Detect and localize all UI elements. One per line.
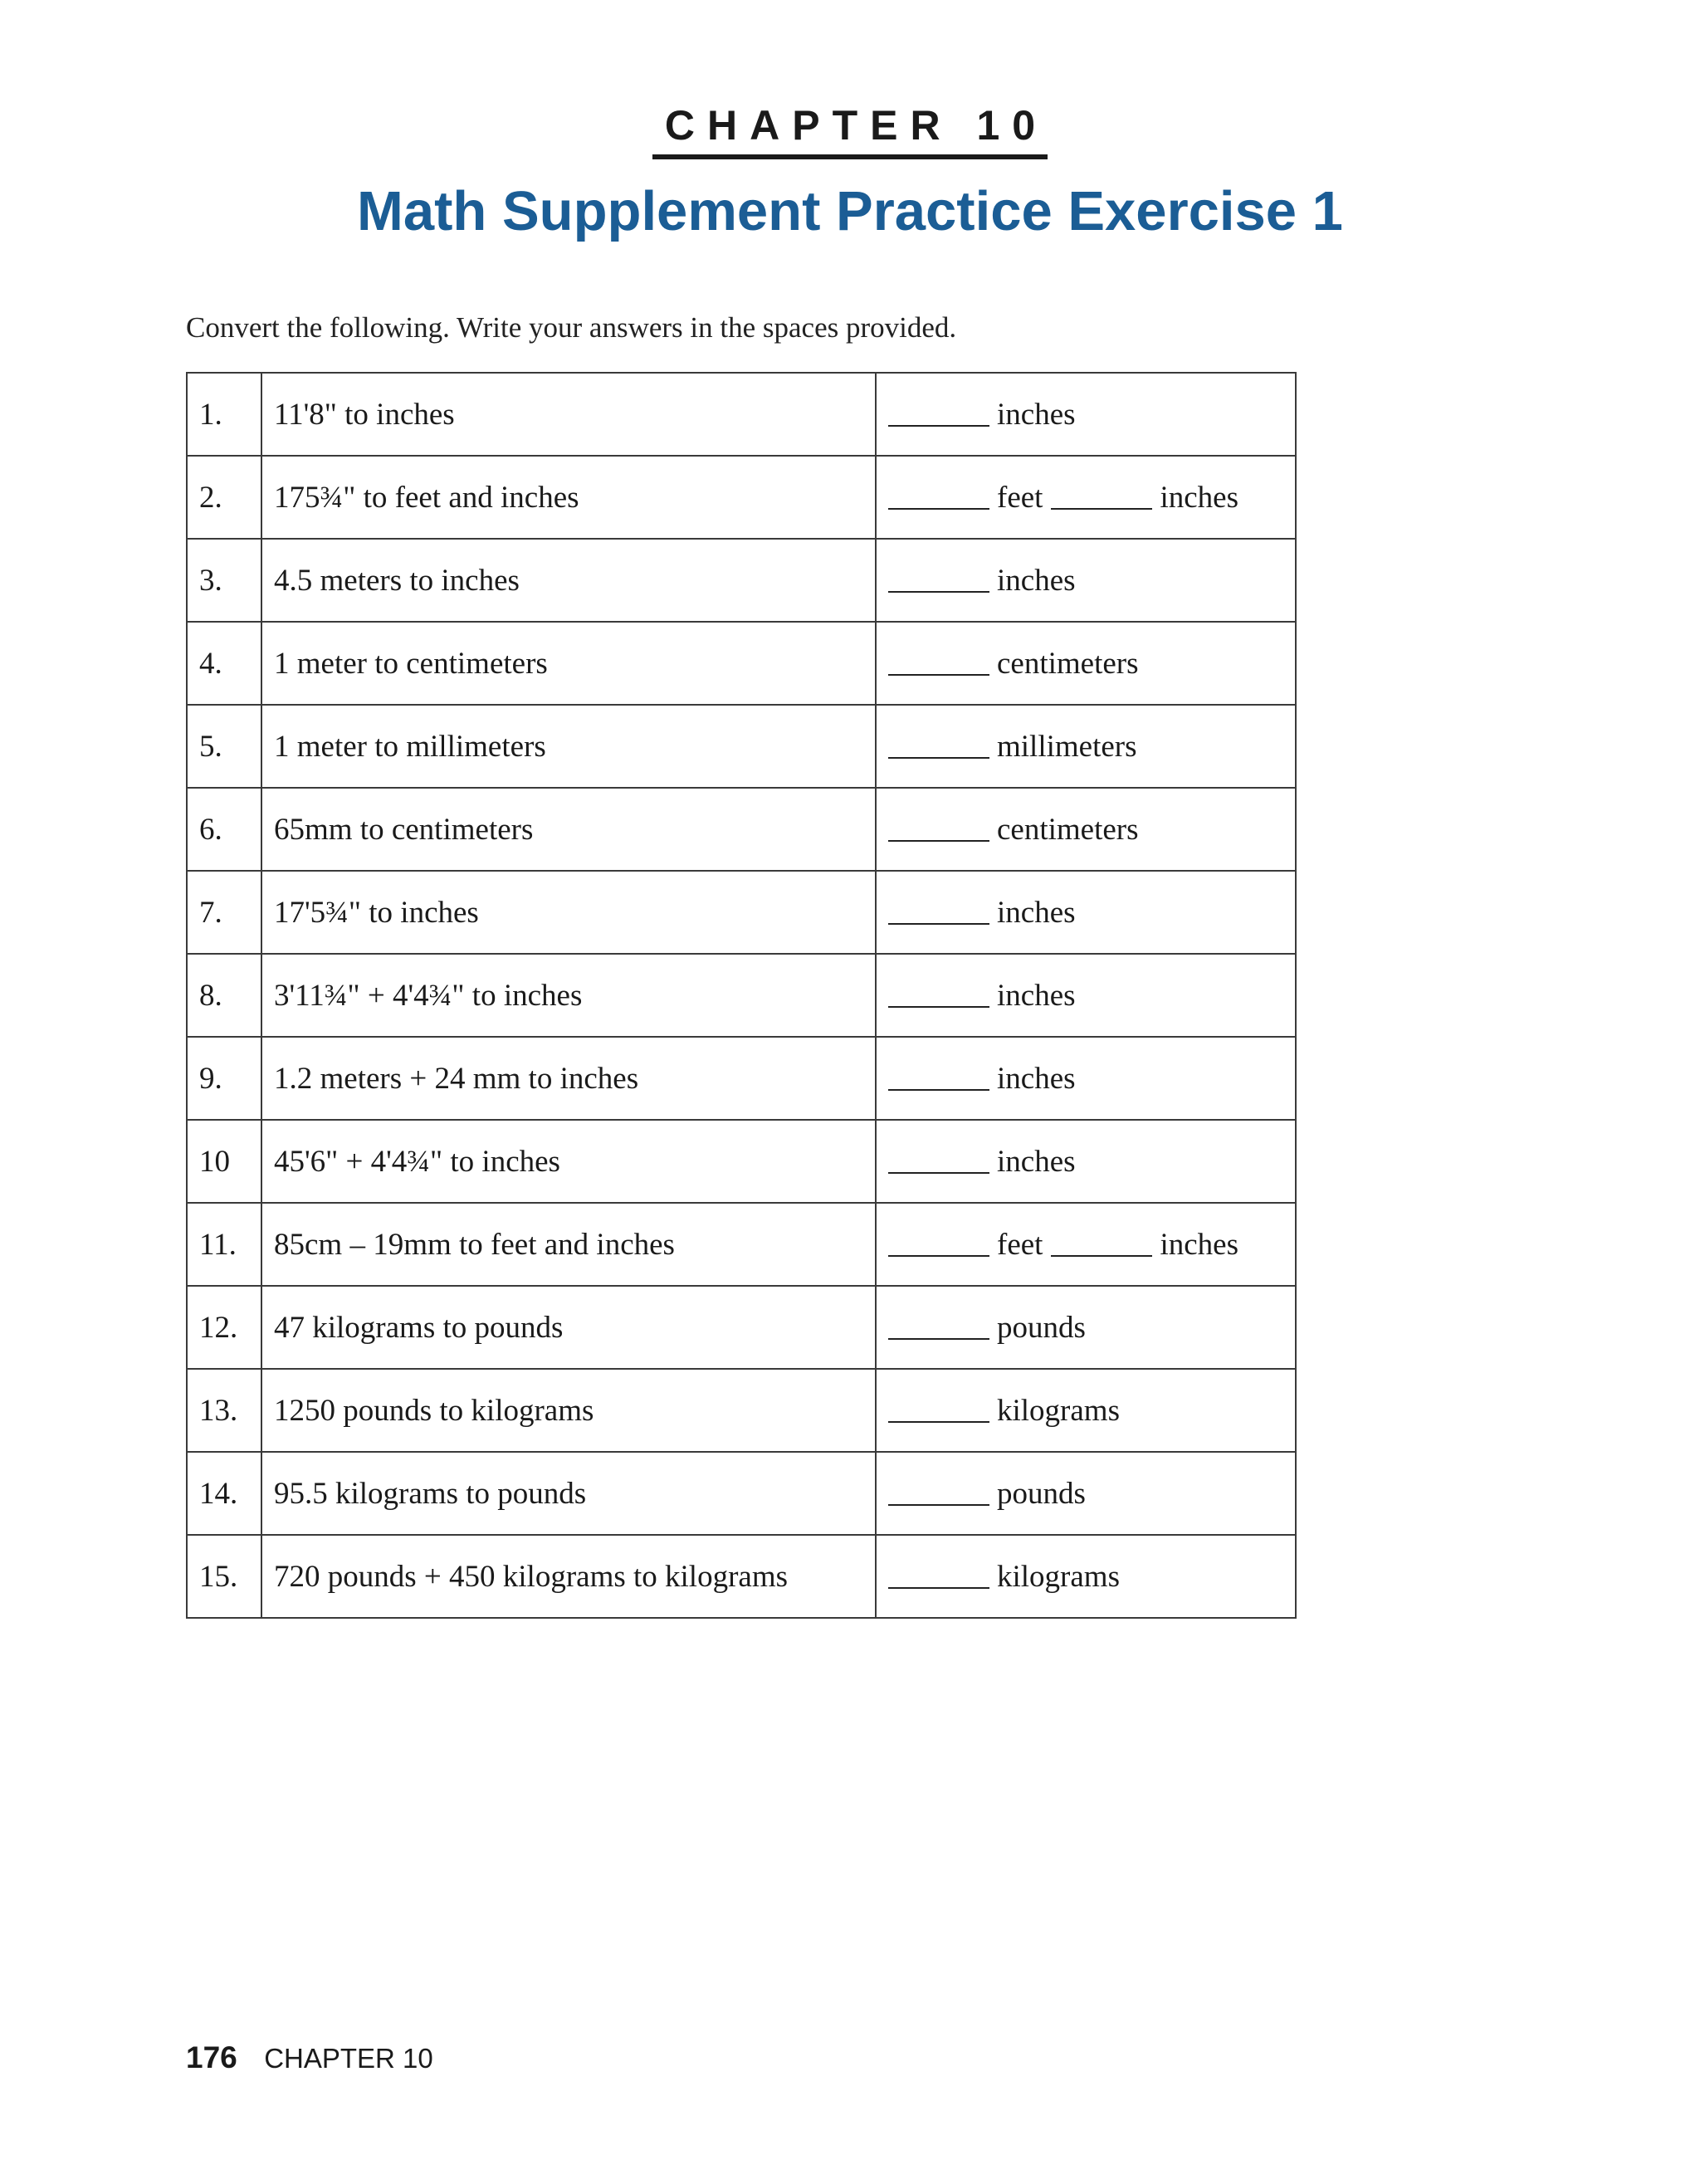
exercise-number: 10 <box>187 1120 261 1203</box>
answer-blank-second[interactable] <box>1051 507 1152 510</box>
answer-blank[interactable] <box>888 590 989 593</box>
answer-cell <box>876 456 1296 539</box>
exercise-question: 3'11¾" + 4'4¾" to inches <box>261 954 876 1037</box>
exercise-row <box>187 954 1296 1037</box>
answer-blank[interactable] <box>888 1503 989 1506</box>
answer-cell <box>876 1286 1296 1369</box>
exercise-number: 4. <box>187 622 261 705</box>
answer-blank-second[interactable] <box>1051 1254 1152 1257</box>
answer-unit: pounds <box>997 1476 1086 1511</box>
answer-cell <box>876 1535 1296 1618</box>
exercise-row <box>187 1535 1296 1618</box>
answer-cell <box>876 373 1296 456</box>
exercise-question: 720 pounds + 450 kilograms to kilograms <box>261 1535 876 1618</box>
exercise-question: 95.5 kilograms to pounds <box>261 1452 876 1535</box>
answer-blank[interactable] <box>888 1171 989 1174</box>
answer-blank[interactable] <box>888 424 989 427</box>
exercise-row <box>187 1452 1296 1535</box>
exercise-number: 15. <box>187 1535 261 1618</box>
answer-unit-second: inches <box>1160 480 1238 515</box>
answer-cell <box>876 954 1296 1037</box>
exercise-question: 47 kilograms to pounds <box>261 1286 876 1369</box>
exercise-number: 5. <box>187 705 261 788</box>
exercise-row <box>187 622 1296 705</box>
exercise-row <box>187 1286 1296 1369</box>
answer-blank[interactable] <box>888 673 989 676</box>
page-footer <box>186 2040 433 2075</box>
chapter-label: CHAPTER 10 <box>652 101 1048 159</box>
exercise-question: 65mm to centimeters <box>261 788 876 871</box>
answer-unit: centimeters <box>997 646 1139 681</box>
exercise-table-body <box>187 373 1296 1618</box>
exercise-question: 17'5¾" to inches <box>261 871 876 954</box>
answer-unit: inches <box>997 397 1076 432</box>
exercise-row <box>187 1369 1296 1452</box>
answer-blank[interactable] <box>888 839 989 842</box>
exercise-number: 6. <box>187 788 261 871</box>
answer-blank[interactable] <box>888 1088 989 1091</box>
exercise-number: 13. <box>187 1369 261 1452</box>
exercise-question: 1 meter to centimeters <box>261 622 876 705</box>
answer-cell <box>876 705 1296 788</box>
exercise-number: 2. <box>187 456 261 539</box>
exercise-question: 175¾" to feet and inches <box>261 456 876 539</box>
exercise-question: 1250 pounds to kilograms <box>261 1369 876 1452</box>
answer-cell <box>876 622 1296 705</box>
exercise-question: 4.5 meters to inches <box>261 539 876 622</box>
exercise-number: 3. <box>187 539 261 622</box>
exercise-number: 8. <box>187 954 261 1037</box>
answer-unit: feet <box>997 480 1043 515</box>
exercise-number: 14. <box>187 1452 261 1535</box>
exercise-row <box>187 705 1296 788</box>
exercise-number: 9. <box>187 1037 261 1120</box>
answer-cell <box>876 1037 1296 1120</box>
exercise-question: 45'6" + 4'4¾" to inches <box>261 1120 876 1203</box>
answer-unit: kilograms <box>997 1559 1120 1594</box>
exercise-row <box>187 456 1296 539</box>
answer-cell <box>876 1203 1296 1286</box>
answer-blank[interactable] <box>888 1420 989 1423</box>
answer-unit: inches <box>997 1144 1076 1179</box>
exercise-row <box>187 539 1296 622</box>
exercise-question: 85cm – 19mm to feet and inches <box>261 1203 876 1286</box>
answer-blank[interactable] <box>888 1586 989 1589</box>
answer-unit-second: inches <box>1160 1227 1238 1262</box>
answer-unit: kilograms <box>997 1393 1120 1428</box>
answer-cell <box>876 539 1296 622</box>
exercise-row <box>187 373 1296 456</box>
exercise-row <box>187 1037 1296 1120</box>
answer-unit: pounds <box>997 1310 1086 1345</box>
exercise-row <box>187 1203 1296 1286</box>
exercise-table <box>186 372 1297 1619</box>
answer-unit: feet <box>997 1227 1043 1262</box>
exercise-number: 1. <box>187 373 261 456</box>
exercise-question: 1.2 meters + 24 mm to inches <box>261 1037 876 1120</box>
footer-chapter: CHAPTER 10 <box>264 2043 433 2074</box>
exercise-number: 12. <box>187 1286 261 1369</box>
answer-cell <box>876 1369 1296 1452</box>
answer-blank[interactable] <box>888 1005 989 1008</box>
answer-unit: inches <box>997 895 1076 930</box>
answer-cell <box>876 1120 1296 1203</box>
answer-cell <box>876 871 1296 954</box>
exercise-row <box>187 1120 1296 1203</box>
answer-cell <box>876 788 1296 871</box>
chapter-header <box>0 101 1700 159</box>
instructions: Convert the following. Write your answers in the spaces provided. <box>186 311 957 344</box>
page-number: 176 <box>186 2040 237 2074</box>
answer-blank[interactable] <box>888 756 989 759</box>
answer-unit: inches <box>997 563 1076 598</box>
answer-blank[interactable] <box>888 1254 989 1257</box>
exercise-number: 7. <box>187 871 261 954</box>
page-title: Math Supplement Practice Exercise 1 <box>357 180 1343 242</box>
answer-unit: centimeters <box>997 812 1139 847</box>
answer-cell <box>876 1452 1296 1535</box>
answer-blank[interactable] <box>888 922 989 925</box>
answer-blank[interactable] <box>888 507 989 510</box>
exercise-number: 11. <box>187 1203 261 1286</box>
answer-unit: inches <box>997 978 1076 1013</box>
exercise-row <box>187 871 1296 954</box>
exercise-question: 1 meter to millimeters <box>261 705 876 788</box>
answer-unit: millimeters <box>997 729 1137 764</box>
exercise-question: 11'8" to inches <box>261 373 876 456</box>
exercise-row <box>187 788 1296 871</box>
answer-blank[interactable] <box>888 1337 989 1340</box>
answer-unit: inches <box>997 1061 1076 1096</box>
